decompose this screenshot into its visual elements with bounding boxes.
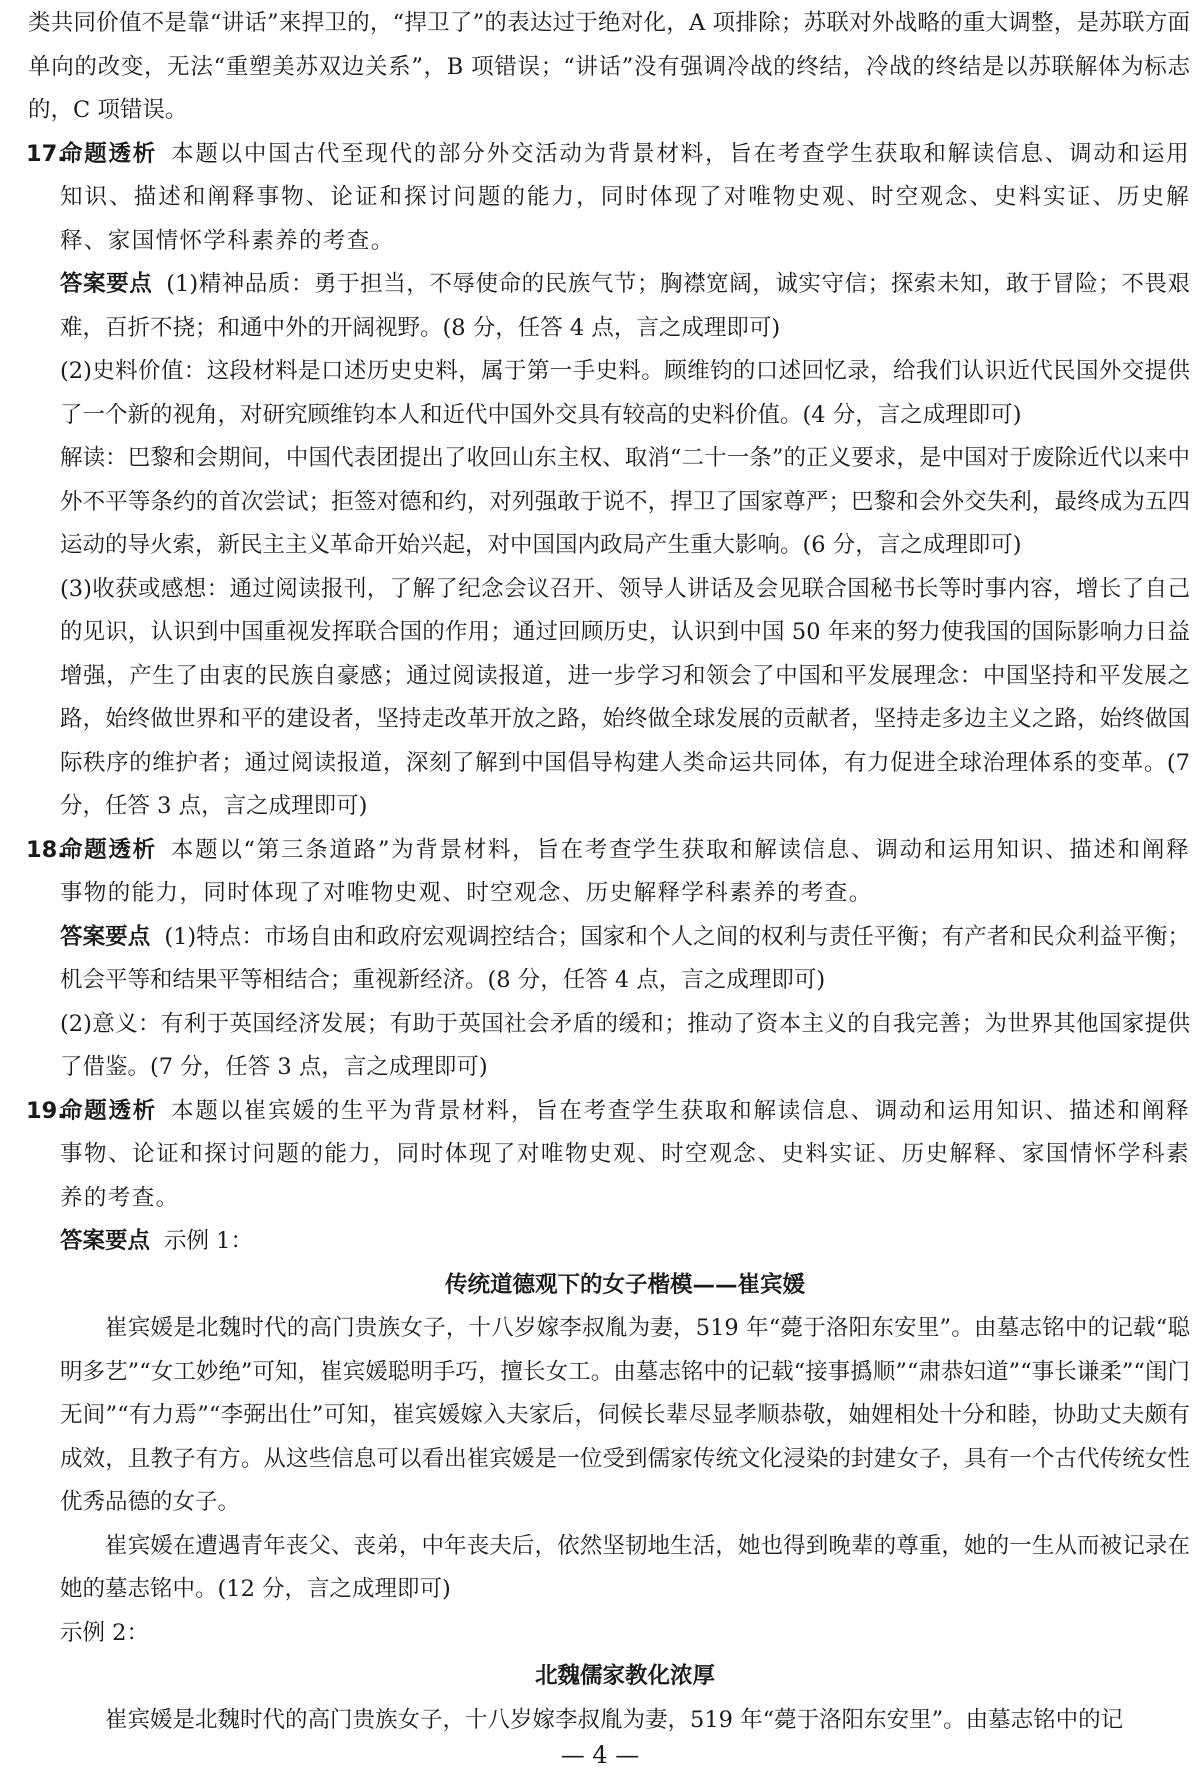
analysis-label: 命题透析 [60,1097,158,1124]
page-number: — 4 — [560,1741,640,1769]
analysis-text: 本题以中国古代至现代的部分外交活动为背景材料，旨在考查学生获取和解读信息、调动和运用知识、描述和阐释事物、论证和探讨问题的能力，同时体现了对唯物史观、时空观念、史料实证、历史解释、家国情怀学科素养的考查。 [60,140,1190,254]
example-1-paragraph-1: 崔宾媛是北魏时代的高门贵族女子，十八岁嫁李叔胤为妻，519 年“薨于洛阳东安里”。由墓志铭中的记载“聪明多艺”“女工妙绝”可知，崔宾媛聪明手巧，擅长女工。由墓志铭中的记载“接事撝顺”“肃恭妇道”“事长谦柔”“闺门无间”“有力焉”“李弼出仕”可知，崔宾媛嫁入夫家后，伺候长辈尽显孝顺恭敬，妯娌相处十分和睦，协助丈夫颇有成效，且教子有方。从这些信息可以看出崔宾媛是一位受到儒家传统文化浸染的封建女子，具有一个古代传统女性优秀品德的女子。 [60,1315,1190,1515]
analysis-label: 命题透析 [60,836,157,863]
continued-paragraph: 类共同价值不是靠“讲话”来捍卫的，“捍卫了”的表达过于绝对化，A 项排除；苏联对外战略的重大调整，是苏联方面单向的改变，无法“重塑美苏双边关系”，B 项错误；“讲话”没有强调冷战的终结，冷战的终结是以苏联解体为标志的，C 项错误。 [28,10,1190,123]
answer-interpretation: 解读：巴黎和会期间，中国代表团提出了收回山东主权、取消“二十一条”的正义要求，是中国对于废除近代以来中外不平等条约的首次尝试；拒签对德和约，对列强敢于说不，捍卫了国家尊严；巴黎和会外交失利，最终成为五四运动的导火索，新民主主义革命开始兴起，对中国国内政局产生重大影响。(6 分，言之成理即可) [60,445,1190,558]
question-number: 19. [26,1097,66,1124]
analysis-label: 命题透析 [60,140,158,167]
answer-point-1 [60,916,1190,1003]
example-1-paragraph-2: 崔宾媛在遭遇青年丧父、丧弟，中年丧夫后，依然坚韧地生活，她也得到晚辈的尊重，她的一生从而被记录在她的墓志铭中。(12 分，言之成理即可) [60,1532,1190,1602]
analysis-paragraph [60,829,1190,916]
analysis-text: 本题以“第三条道路”为背景材料，旨在考查学生获取和解读信息、调动和运用知识、描述和阐释事物的能力，同时体现了对唯物史观、时空观念、历史解释学科素养的考查。 [60,836,1190,906]
example-2-label: 示例 2： [60,1619,149,1646]
question-18 [28,829,1190,1090]
answer-point-3: (3)收获或感想：通过阅读报刊，了解了纪念会议召开、领导人讲话及会见联合国秘书长等时事内容，增长了自己的见识，认识到中国重视发挥联合国的作用；通过回顾历史，认识到中国 50 年来的努力使我国的国际影响力日益增强，产生了由衷的民族自豪感；通过阅读报道，进一步学习和领会了中国和平发展理念：中国坚持和平发展之路，始终做世界和平的建设者，坚持走改革开放之路，始终做全球发展的贡献者，坚持走多边主义之路，始终做国际秩序的维护者；通过阅读报道，深刻了解到中国倡导构建人类命运共同体，有力促进全球治理体系的变革。(7 分，任答 3 点，言之成理即可) [60,575,1190,819]
example-2-title: 北魏儒家教化浓厚 [534,1663,715,1689]
answer-point-2: (2)史料价值：这段材料是口述历史史料，属于第一手史料。顾维钧的口述回忆录，给我们认识近代民国外交提供了一个新的视角，对研究顾维钧本人和近代中国外交具有较高的史料价值。(4 分，言之成理即可) [60,358,1190,428]
analysis-paragraph [60,133,1190,264]
answer-point-2: (2)意义：有利于英国经济发展；有助于英国社会矛盾的缓和；推动了资本主义的自我完善；为世界其他国家提供了借鉴。(7 分，任答 3 点，言之成理即可) [60,1010,1190,1080]
answer-text: (1)精神品质：勇于担当，不辱使命的民族气节；胸襟宽阔，诚实守信；探索未知，敢于冒险；不畏艰难，百折不挠；和通中外的开阔视野。(8 分，任答 4 点，言之成理即可) [60,271,1190,341]
answer-text: (1)特点：市场自由和政府宏观调控结合；国家和个人之间的权利与责任平衡；有产者和民众利益平衡；机会平等和结果平等相结合；重视新经济。(8 分，任答 4 点，言之成理即可) [60,923,1190,993]
answer-heading [60,1220,1190,1264]
example-1-title: 传统道德观下的女子楷模——崔宾媛 [444,1271,805,1298]
answer-label: 答案要点 [60,923,151,950]
example-1-label: 示例 1： [164,1228,253,1254]
analysis-paragraph [60,1090,1190,1221]
answer-point-1 [60,263,1190,350]
question-number: 18. [26,836,66,863]
question-19 [28,1090,1190,1264]
answer-label: 答案要点 [60,1228,151,1254]
example-2-paragraph-1: 崔宾媛是北魏时代的高门贵族女子，十八岁嫁李叔胤为妻，519 年“薨于洛阳东安里”。由墓志铭中的记 [105,1706,1124,1733]
analysis-text: 本题以崔宾媛的生平为背景材料，旨在考查学生获取和解读信息、调动和运用知识、描述和阐释事物、论证和探讨问题的能力，同时体现了对唯物史观、时空观念、史料实证、历史解释、家国情怀学科素养的考查。 [60,1097,1190,1211]
answer-label: 答案要点 [60,271,153,297]
question-number: 17. [26,140,66,167]
question-17 [28,133,1190,829]
